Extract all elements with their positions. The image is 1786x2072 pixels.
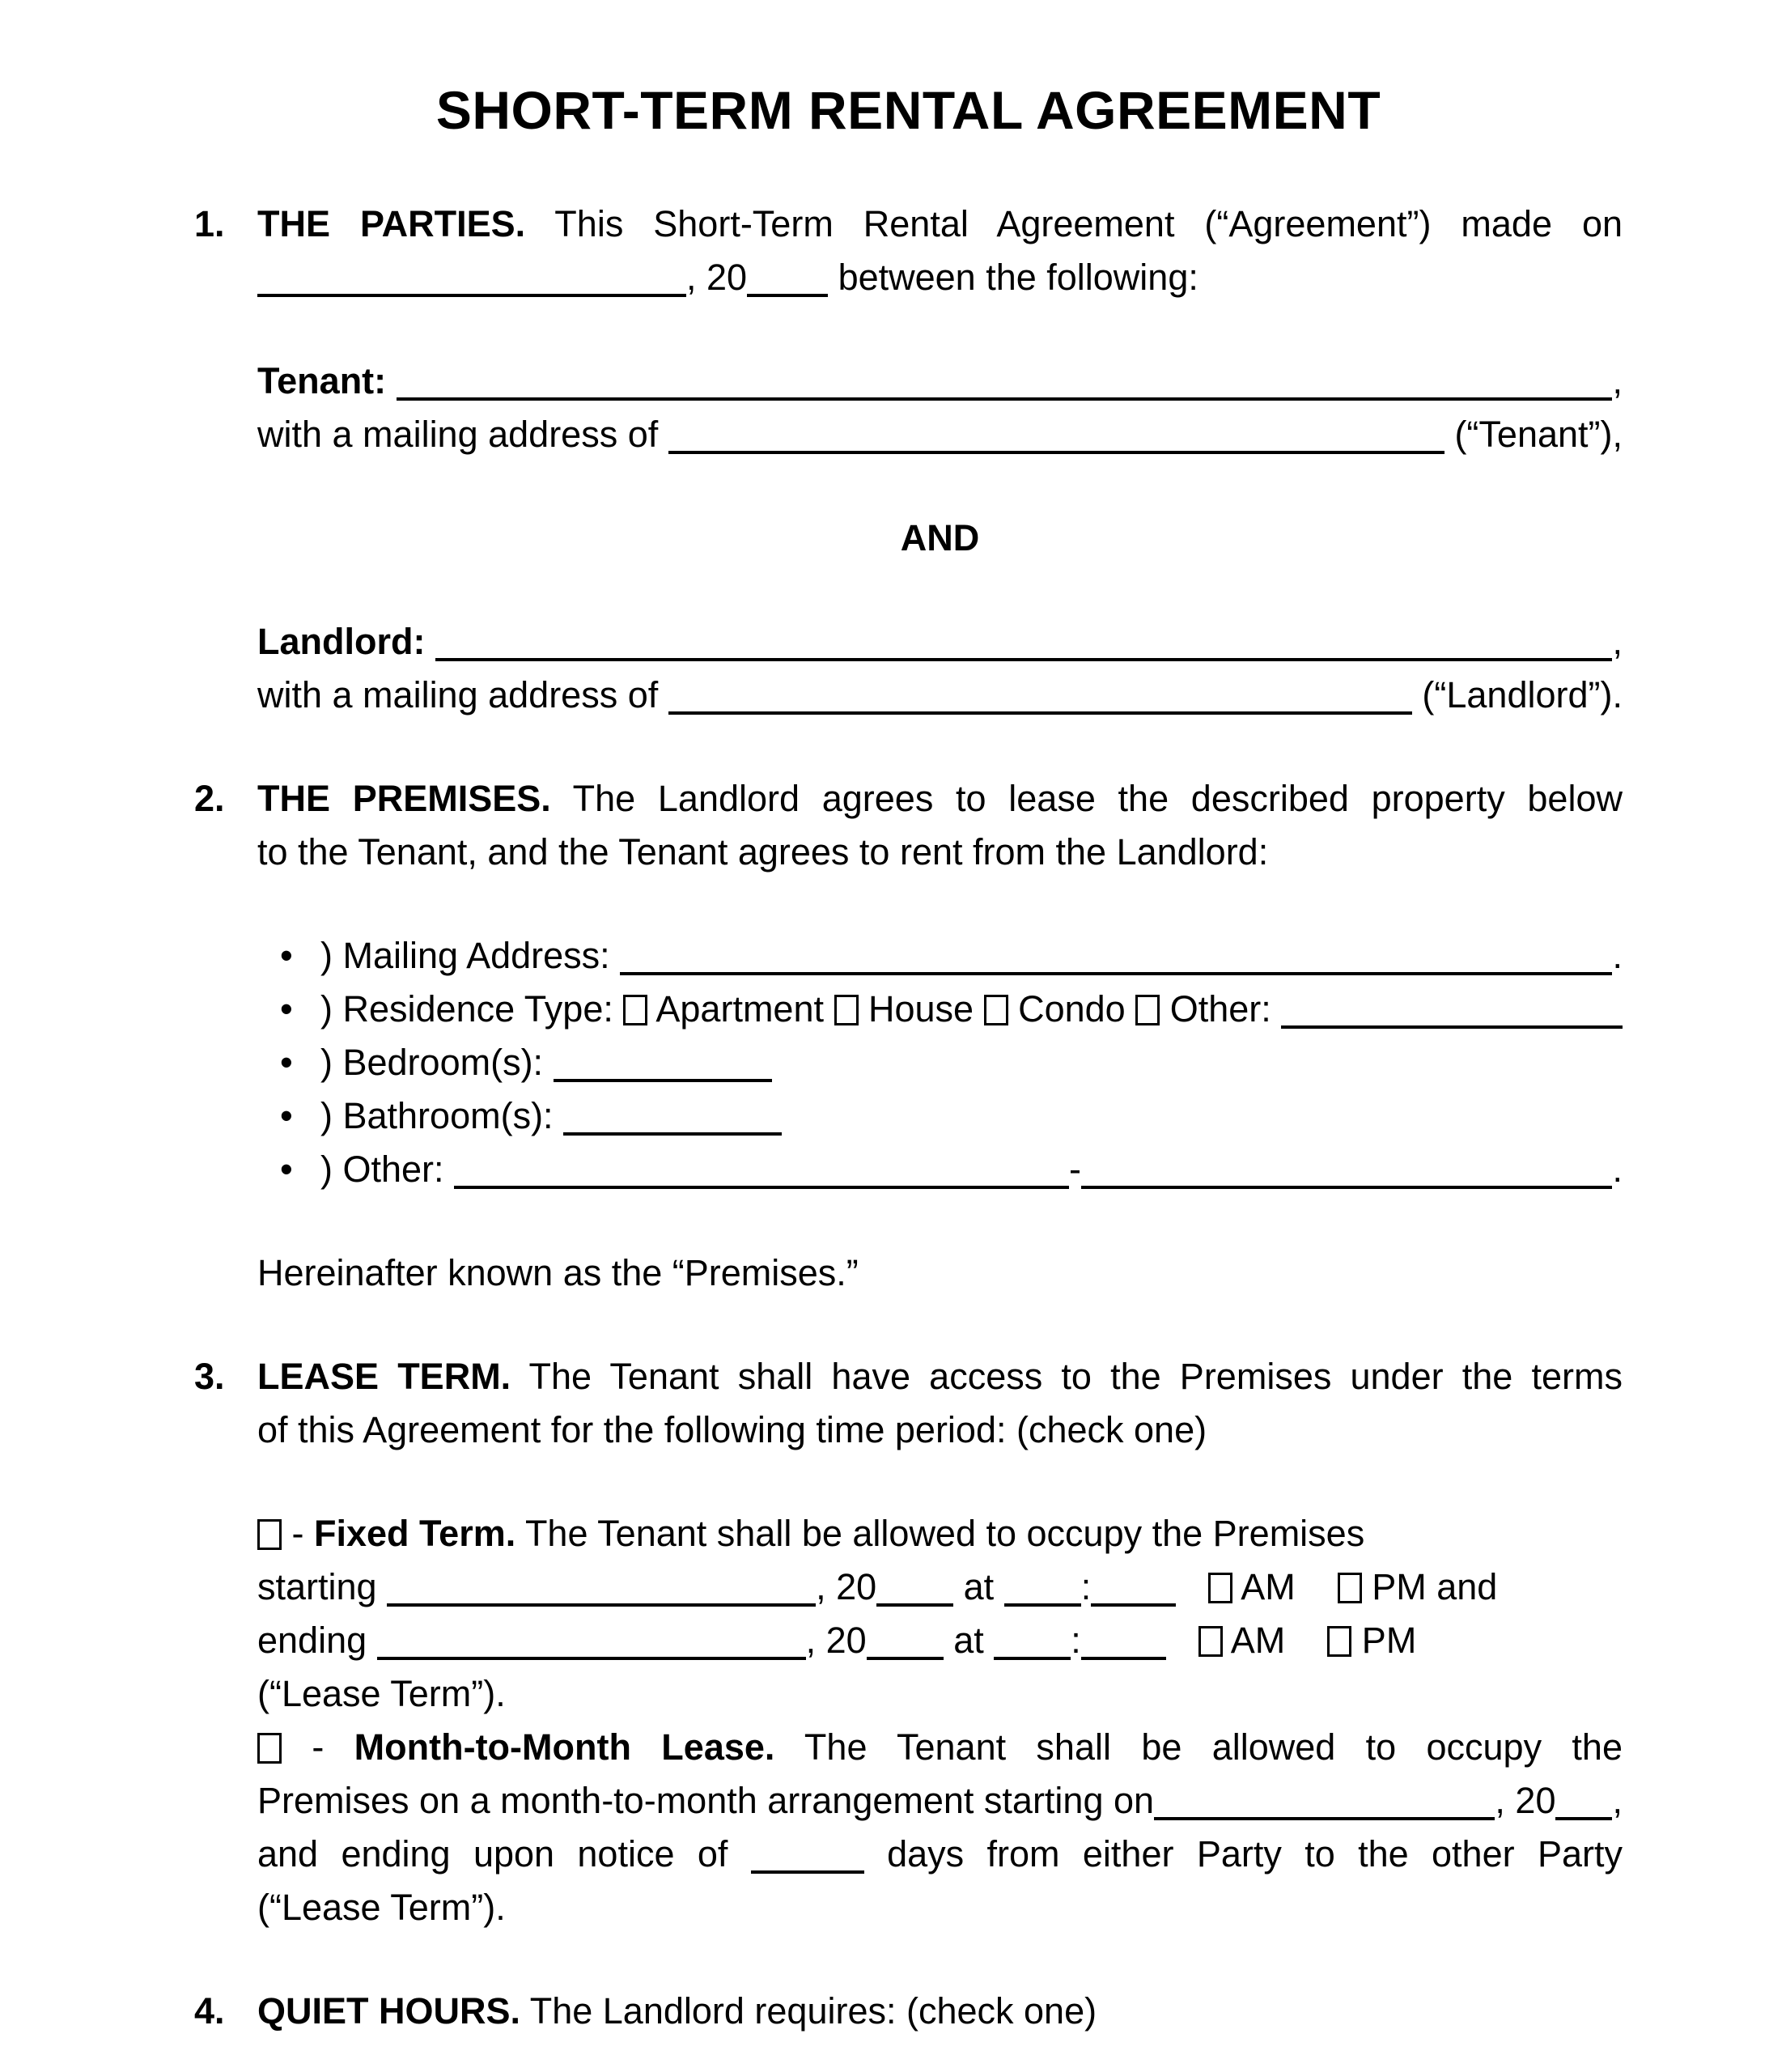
section-quiet-hours-number: 4. [194,1990,225,2032]
month-start-text: Premises on a month-to-month arrangement starting on [257,1780,1155,1821]
bedrooms-item [257,1036,1623,1089]
fixed-term-lease-term-line: (“Lease Term”). [257,1673,506,1714]
fixed-start-date-blank[interactable] [387,1602,816,1607]
fixed-term-checkbox[interactable] [257,1519,282,1550]
residence-other-blank[interactable] [1281,1024,1623,1029]
bedrooms-label: ) Bedroom(s): [320,1042,554,1083]
bedrooms-blank[interactable] [554,1077,772,1082]
residence-house-checkbox[interactable] [834,995,859,1025]
section-parties-body [257,197,1623,304]
month-start-year-prefix: , 20 [1495,1780,1556,1821]
month-to-month-lease-term-line: (“Lease Term”). [257,1887,506,1928]
and-separator: AND [900,517,980,558]
fixed-end-date-blank[interactable] [377,1655,806,1660]
bullet-icon: • [280,1042,293,1083]
tenant-block [257,355,1623,461]
bullet-icon: • [280,1149,293,1190]
section-quiet-hours-body [257,1985,1623,2038]
premises-other-blank-1[interactable] [454,1184,1069,1189]
fixed-term-end-line [257,1614,1623,1667]
fixed-start-at: at [953,1566,1004,1607]
fixed-start-minute-blank[interactable] [1091,1602,1176,1607]
residence-condo-checkbox[interactable] [984,995,1008,1025]
fixed-term-text: The Tenant shall be allowed to occupy the Premises [515,1513,1365,1554]
section-lease-term-number: 3. [194,1356,225,1397]
month-to-month-checkbox[interactable] [257,1733,282,1764]
premises-other-blank-2[interactable] [1081,1184,1612,1189]
section-lease-term-heading: LEASE TERM. [257,1356,511,1397]
residence-apartment-checkbox[interactable] [623,995,647,1025]
section-premises-body [257,772,1623,879]
lease-term-intro-line-2: of this Agreement for the following time period: (check one) [257,1409,1207,1450]
notice-prefix: and ending upon notice of [257,1833,751,1875]
month-start-comma: , [1612,1780,1623,1821]
hereinafter-line: Hereinafter known as the “Premises.” [257,1252,859,1293]
residence-type-item [257,983,1623,1036]
month-to-month-dash: - [282,1726,354,1768]
residence-apartment-label: Apartment [647,988,834,1030]
fixed-end-colon: : [1071,1620,1081,1661]
fixed-start-colon: : [1080,1566,1092,1607]
premises-intro-text: The Landlord agrees to lease the described property below [550,778,1623,819]
month-to-month-line-1 [257,1721,1623,1774]
bathrooms-item [257,1089,1623,1143]
lease-term-intro-line-1 [257,1350,1623,1403]
bathrooms-blank[interactable] [563,1131,782,1136]
landlord-address-blank[interactable] [668,710,1412,715]
landlord-name-comma: , [1612,621,1623,662]
tenant-address-blank[interactable] [668,449,1444,454]
landlord-designation: (“Landlord”). [1411,674,1623,715]
month-to-month-text: The Tenant shall be allowed to occupy the [774,1726,1623,1768]
residence-condo-label: Condo [1008,988,1136,1030]
agreement-year-prefix: , 20 [686,257,748,298]
landlord-label: Landlord: [257,621,435,662]
month-to-month-notice-line [257,1828,1623,1881]
document-title: SHORT-TERM RENTAL AGREEMENT [435,80,1381,140]
bullet-icon: • [280,935,293,976]
fixed-start-am-checkbox[interactable] [1208,1573,1232,1603]
agreement-date-blank[interactable] [257,292,686,297]
residence-other-label: Other: [1160,988,1282,1030]
mailing-address-label: ) Mailing Address: [320,935,621,976]
fixed-end-am-label: AM [1222,1620,1286,1661]
notice-days-blank[interactable] [751,1869,864,1874]
section-quiet-hours-heading: QUIET HOURS. [257,1990,521,2032]
other-item [257,1143,1623,1196]
parties-intro-text: This Short-Term Rental Agreement (“Agreement”) made on [525,203,1623,244]
landlord-address-prefix: with a mailing address of [257,674,668,715]
fixed-end-pm-label: PM [1351,1620,1417,1661]
section-premises-number: 2. [194,778,225,819]
fixed-end-minute-blank[interactable] [1081,1655,1166,1660]
fixed-end-year-prefix: , 20 [805,1620,867,1661]
fixed-start-am-label: AM [1232,1566,1296,1607]
other-label: ) Other: [320,1149,455,1190]
section-parties-heading: THE PARTIES. [257,203,526,244]
premises-detail-list [257,929,1623,1196]
premises-intro-line-2: to the Tenant, and the Tenant agrees to rent from the Landlord: [257,831,1269,873]
fixed-start-year-blank[interactable] [876,1602,953,1607]
other-period: . [1612,1149,1623,1190]
notice-suffix: days from either Party to the other Party [863,1833,1623,1875]
landlord-name-line [257,615,1623,669]
month-to-month-start-line [257,1774,1623,1828]
agreement-year-blank[interactable] [747,292,828,297]
tenant-name-comma: , [1612,360,1623,401]
fixed-end-at: at [943,1620,995,1661]
lease-term-intro-text: The Tenant shall have access to the Premises under the terms [511,1356,1623,1397]
residence-other-checkbox[interactable] [1135,995,1160,1025]
section-lease-term [194,1350,1623,1457]
fixed-term-start-line [257,1560,1623,1614]
fixed-end-year-blank[interactable] [867,1655,944,1660]
section-lease-term-body [257,1350,1623,1457]
premises-mailing-address-blank[interactable] [620,970,1612,975]
tenant-name-line [257,355,1623,408]
parties-intro-line [257,197,1623,251]
bullet-icon: • [280,1095,293,1136]
fixed-start-label: starting [257,1566,388,1607]
mailing-address-item [257,929,1623,983]
month-to-month-heading: Month-to-Month Lease. [354,1726,775,1768]
bullet-icon: • [280,988,293,1030]
quiet-hours-text: The Landlord requires: (check one) [520,1990,1097,2032]
residence-type-label: ) Residence Type: [320,988,624,1030]
fixed-start-hour-blank[interactable] [1004,1602,1081,1607]
month-start-date-blank[interactable] [1154,1815,1495,1820]
parties-date-line [257,251,1623,304]
tenant-address-prefix: with a mailing address of [257,414,668,455]
fixed-end-hour-blank[interactable] [994,1655,1071,1660]
landlord-name-blank[interactable] [435,656,1613,661]
fixed-end-label: ending [257,1620,377,1661]
fixed-start-year-prefix: , 20 [816,1566,877,1607]
and-separator-block [257,512,1623,565]
fixed-end-pm-checkbox[interactable] [1327,1626,1351,1657]
tenant-name-blank[interactable] [397,396,1613,401]
tenant-label: Tenant: [257,360,397,401]
parties-between-text: between the following: [828,257,1198,298]
fixed-start-pm-label: PM and [1361,1566,1498,1607]
fixed-start-pm-checkbox[interactable] [1338,1573,1362,1603]
month-start-year-blank[interactable] [1555,1815,1612,1820]
tenant-designation: (“Tenant”), [1444,414,1623,455]
tenant-address-line [257,408,1623,461]
premises-intro-line-1 [257,772,1623,826]
lease-term-options [257,1507,1623,1934]
section-parties [194,197,1623,304]
landlord-address-line [257,669,1623,722]
landlord-block [257,615,1623,722]
section-premises [194,772,1623,879]
section-parties-number: 1. [194,203,225,244]
fixed-term-line-1 [257,1507,1623,1560]
section-quiet-hours [194,1985,1623,2038]
fixed-end-am-checkbox[interactable] [1198,1626,1223,1657]
section-premises-heading: THE PREMISES. [257,778,551,819]
residence-house-label: House [858,988,984,1030]
mailing-address-period: . [1612,935,1623,976]
other-dash: - [1069,1149,1082,1190]
fixed-term-heading: Fixed Term. [314,1513,516,1554]
fixed-term-dash: - [282,1513,314,1554]
bathrooms-label: ) Bathroom(s): [320,1095,564,1136]
